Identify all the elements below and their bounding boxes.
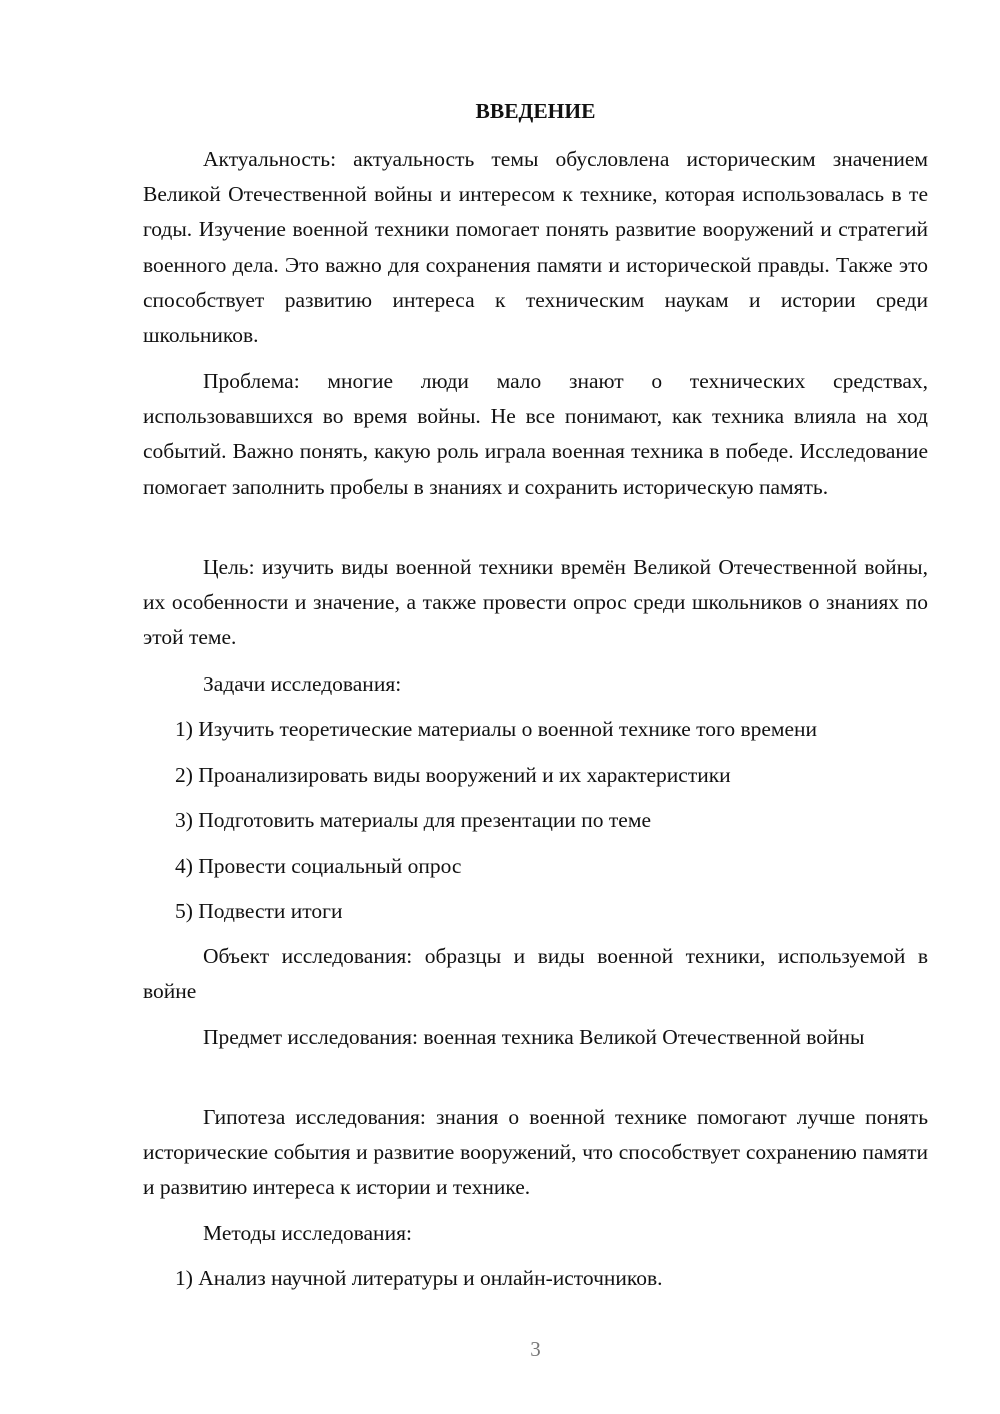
paragraph-goal: Цель: изучить виды военной техники времён Великой Отечественной войны, их особенности и значение, а также провести опрос среди школьников о знаниях по этой теме. (143, 555, 928, 650)
document-title: ВВЕДЕНИЕ (475, 99, 596, 123)
paragraph-object: Объект исследования: образцы и виды военной техники, используемой в войне (143, 944, 928, 1004)
paragraph-subject: Предмет исследования: военная техника Великой Отечественной войны (203, 1025, 865, 1049)
task-item: 1) Изучить теоретические материалы о военной технике того времени (175, 717, 818, 741)
method-item: 1) Анализ научной литературы и онлайн-источников. (175, 1266, 663, 1290)
task-item: 3) Подготовить материалы для презентации по теме (175, 808, 651, 832)
tasks-heading: Задачи исследования: (203, 672, 402, 696)
paragraph-problem: Проблема: многие люди мало знают о технических средствах, использовавшихся во время войны. Не все понимают, как техника влияла на ход событий. Важно понять, какую роль играла военная техника в победе. Исследование помогает заполнить пробелы в знаниях и сохранить историческую память. (143, 369, 928, 499)
task-item: 5) Подвести итоги (175, 899, 343, 923)
task-item: 4) Провести социальный опрос (175, 854, 462, 878)
methods-heading: Методы исследования: (203, 1221, 412, 1245)
paragraph-relevance: Актуальность: актуальность темы обусловлена историческим значением Великой Отечественной войны и интересом к технике, которая использовалась в те годы. Изучение военной техники помогает понять развитие вооружений и стратегий военного дела. Это важно для сохранения памяти и исторической правды. Также это способствует развитию интереса к техническим наукам и истории среди школьников. (143, 147, 928, 348)
paragraph-hypothesis: Гипотеза исследования: знания о военной технике помогают лучше понять исторические события и развитие вооружений, что способствует сохранению памяти и развитию интереса к истории и технике. (143, 1105, 928, 1200)
task-item: 2) Проанализировать виды вооружений и их характеристики (175, 763, 731, 787)
page-number: 3 (530, 1337, 541, 1361)
